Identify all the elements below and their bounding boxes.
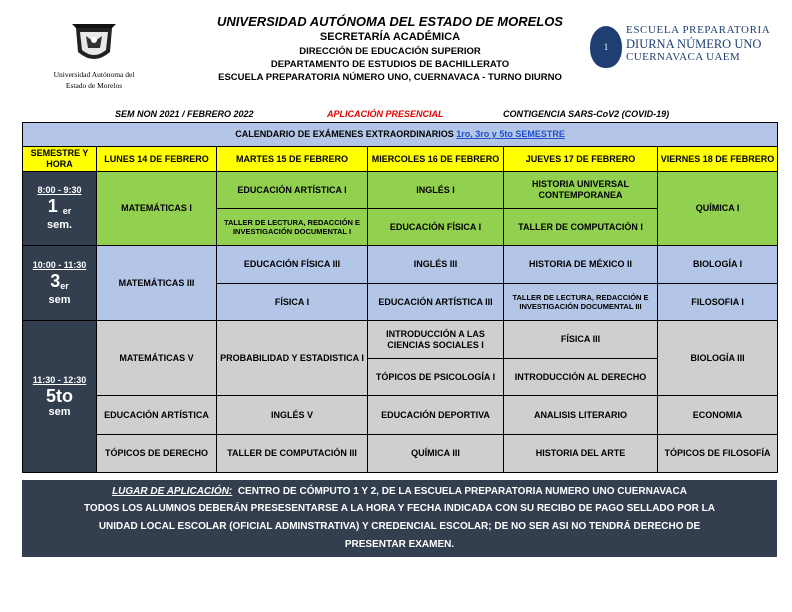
exam-cell: MATEMÁTICAS V [97, 321, 217, 396]
time-block-5-time: 11:30 - 12:30 [32, 374, 87, 385]
uaem-logo-line1: Universidad Autónoma del [53, 70, 135, 79]
table-row [23, 172, 778, 209]
application-place [22, 483, 777, 500]
secretariat-title: SECRETARÍA ACADÉMICA [319, 31, 461, 43]
exam-cell: FILOSOFIA I [658, 284, 778, 321]
time-block-1 [23, 172, 97, 246]
place-label: LUGAR DE APLICACIÓN: [112, 486, 233, 497]
exam-cell: TÓPICOS DE FILOSOFÍA [658, 435, 778, 473]
uaem-logo [34, 18, 154, 90]
exam-cell: TÓPICOS DE PSICOLOGÍA I [368, 359, 504, 396]
exam-cell: EDUCACIÓN ARTÍSTICA [97, 396, 217, 435]
exam-cell: EDUCACIÓN DEPORTIVA [368, 396, 504, 435]
exam-cell: EDUCACIÓN ARTÍSTICA I [217, 172, 368, 209]
header-monday: LUNES 14 DE FEBRERO [97, 147, 217, 172]
time-block-3 [23, 246, 97, 321]
day-header-row [23, 147, 778, 172]
table-row [23, 396, 778, 435]
exam-cell: HISTORIA DE MÉXICO II [504, 246, 658, 284]
table-title-link[interactable]: 1ro, 3ro y 5to SEMESTRE [456, 129, 565, 139]
notice-line-3: PRESENTAR EXAMEN. [344, 539, 455, 550]
university-title: UNIVERSIDAD AUTÓNOMA DEL ESTADO DE MORELOS [217, 14, 563, 29]
exam-cell: TALLER DE LECTURA, REDACCIÓN E INVESTIGACIÓN DOCUMENTAL III [504, 284, 658, 321]
exam-cell: INTRODUCCIÓN AL DERECHO [504, 359, 658, 396]
exam-calendar-table [22, 122, 778, 473]
header-thursday: JUEVES 17 DE FEBRERO [504, 147, 658, 172]
exam-cell: INGLÉS I [368, 172, 504, 209]
exam-cell: QUÍMICA III [368, 435, 504, 473]
table-row [23, 321, 778, 359]
header-wednesday: MIERCOLES 16 DE FEBRERO [368, 147, 504, 172]
exam-cell: TÓPICOS DE DERECHO [97, 435, 217, 473]
exam-cell: HISTORIA UNIVERSAL CONTEMPORANEA [504, 172, 658, 209]
table-title [23, 123, 778, 147]
time-block-3-suffix: er [60, 280, 69, 291]
header-semester-hour: SEMESTRE Y HORA [23, 147, 97, 172]
school-logo-line3: CUERNAVACA UAEM [626, 51, 741, 63]
time-block-1-num: 1 [47, 196, 58, 216]
place-text: CENTRO DE CÓMPUTO 1 Y 2, DE LA ESCUELA PREPARATORIA NUMERO UNO CUERNAVACA [237, 486, 687, 497]
exam-cell: TALLER DE COMPUTACIÓN III [217, 435, 368, 473]
school-logo-line2: DIURNA NÚMERO UNO [626, 37, 762, 51]
exam-cell: HISTORIA DEL ARTE [504, 435, 658, 473]
header-friday: VIERNES 18 DE FEBRERO [658, 147, 778, 172]
footer-notice [22, 480, 777, 557]
table-title-row [23, 123, 778, 147]
table-row [23, 246, 778, 284]
time-block-1-suffix: er [62, 206, 72, 216]
table-title-text: CALENDARIO DE EXÁMENES EXTRAORDINARIOS [235, 129, 454, 139]
notice-line-1: TODOS LOS ALUMNOS DEBERÁN PRESESENTARSE A LA HORA Y FECHA INDICADA CON SU RECIBO DE PAGO SELLADO POR LA [84, 503, 715, 514]
exam-cell: MATEMÁTICAS I [97, 172, 217, 246]
exam-cell: INGLÉS V [217, 396, 368, 435]
direction-title: DIRECCIÓN DE EDUCACIÓN SUPERIOR [299, 46, 481, 57]
time-block-5 [23, 321, 97, 473]
exam-cell: MATEMÁTICAS III [97, 246, 217, 321]
time-block-1-sem: sem. [46, 219, 73, 231]
uaem-shield-icon [68, 18, 120, 68]
table-row [23, 435, 778, 473]
exam-cell: EDUCACIÓN FÍSICA I [368, 209, 504, 246]
time-block-3-sem: sem [48, 293, 71, 306]
time-block-3-time: 10:00 - 11:30 [32, 259, 87, 270]
exam-cell: INTRODUCCIÓN A LAS CIENCIAS SOCIALES I [368, 321, 504, 359]
document-header [190, 14, 590, 84]
school-emblem-icon: 1 [590, 26, 622, 68]
exam-cell: FÍSICA I [217, 284, 368, 321]
exam-cell: ECONOMIA [658, 396, 778, 435]
exam-cell: QUÍMICA I [658, 172, 778, 246]
uaem-logo-line2: Estado de Morelos [65, 81, 123, 90]
exam-cell: BIOLOGÍA III [658, 321, 778, 396]
exam-cell: EDUCACIÓN ARTÍSTICA III [368, 284, 504, 321]
exam-cell: EDUCACIÓN FÍSICA III [217, 246, 368, 284]
exam-cell: INGLÉS III [368, 246, 504, 284]
department-title: DEPARTAMENTO DE ESTUDIOS DE BACHILLERATO [270, 59, 510, 70]
time-block-5-sem: sem [48, 405, 71, 418]
semester-label: SEM NON 2021 / FEBRERO 2022 [115, 109, 254, 119]
time-block-1-time: 8:00 - 9:30 [37, 185, 82, 195]
exam-cell: PROBABILIDAD Y ESTADISTICA I [217, 321, 368, 396]
notice-line-2: UNIDAD LOCAL ESCOLAR (OFICIAL ADMINSTRATIVA) Y CREDENCIAL ESCOLAR; DE NO SER ASI NO TENDRÁ DERECHO DE [98, 521, 701, 532]
application-label: APLICACIÓN PRESENCIAL [327, 109, 444, 119]
header-tuesday: MARTES 15 DE FEBRERO [217, 147, 368, 172]
school-logo [588, 24, 788, 70]
school-title: ESCUELA PREPARATORIA NÚMERO UNO, CUERNAVACA - TURNO DIURNO [218, 72, 562, 83]
school-logo-line1: ESCUELA PREPARATORIA [626, 24, 771, 36]
time-block-3-num: 3 [50, 270, 61, 291]
exam-cell: TALLER DE LECTURA, REDACCIÓN E INVESTIGACIÓN DOCUMENTAL I [217, 209, 368, 246]
exam-cell: BIOLOGÍA I [658, 246, 778, 284]
time-block-5-num: 5to [46, 385, 73, 406]
contingency-label: CONTIGENCIA SARS-CoV2 (COVID-19) [503, 109, 670, 119]
info-line [0, 108, 792, 122]
exam-cell: TALLER DE COMPUTACIÓN I [504, 209, 658, 246]
exam-cell: FÍSICA III [504, 321, 658, 359]
exam-cell: ANALISIS LITERARIO [504, 396, 658, 435]
